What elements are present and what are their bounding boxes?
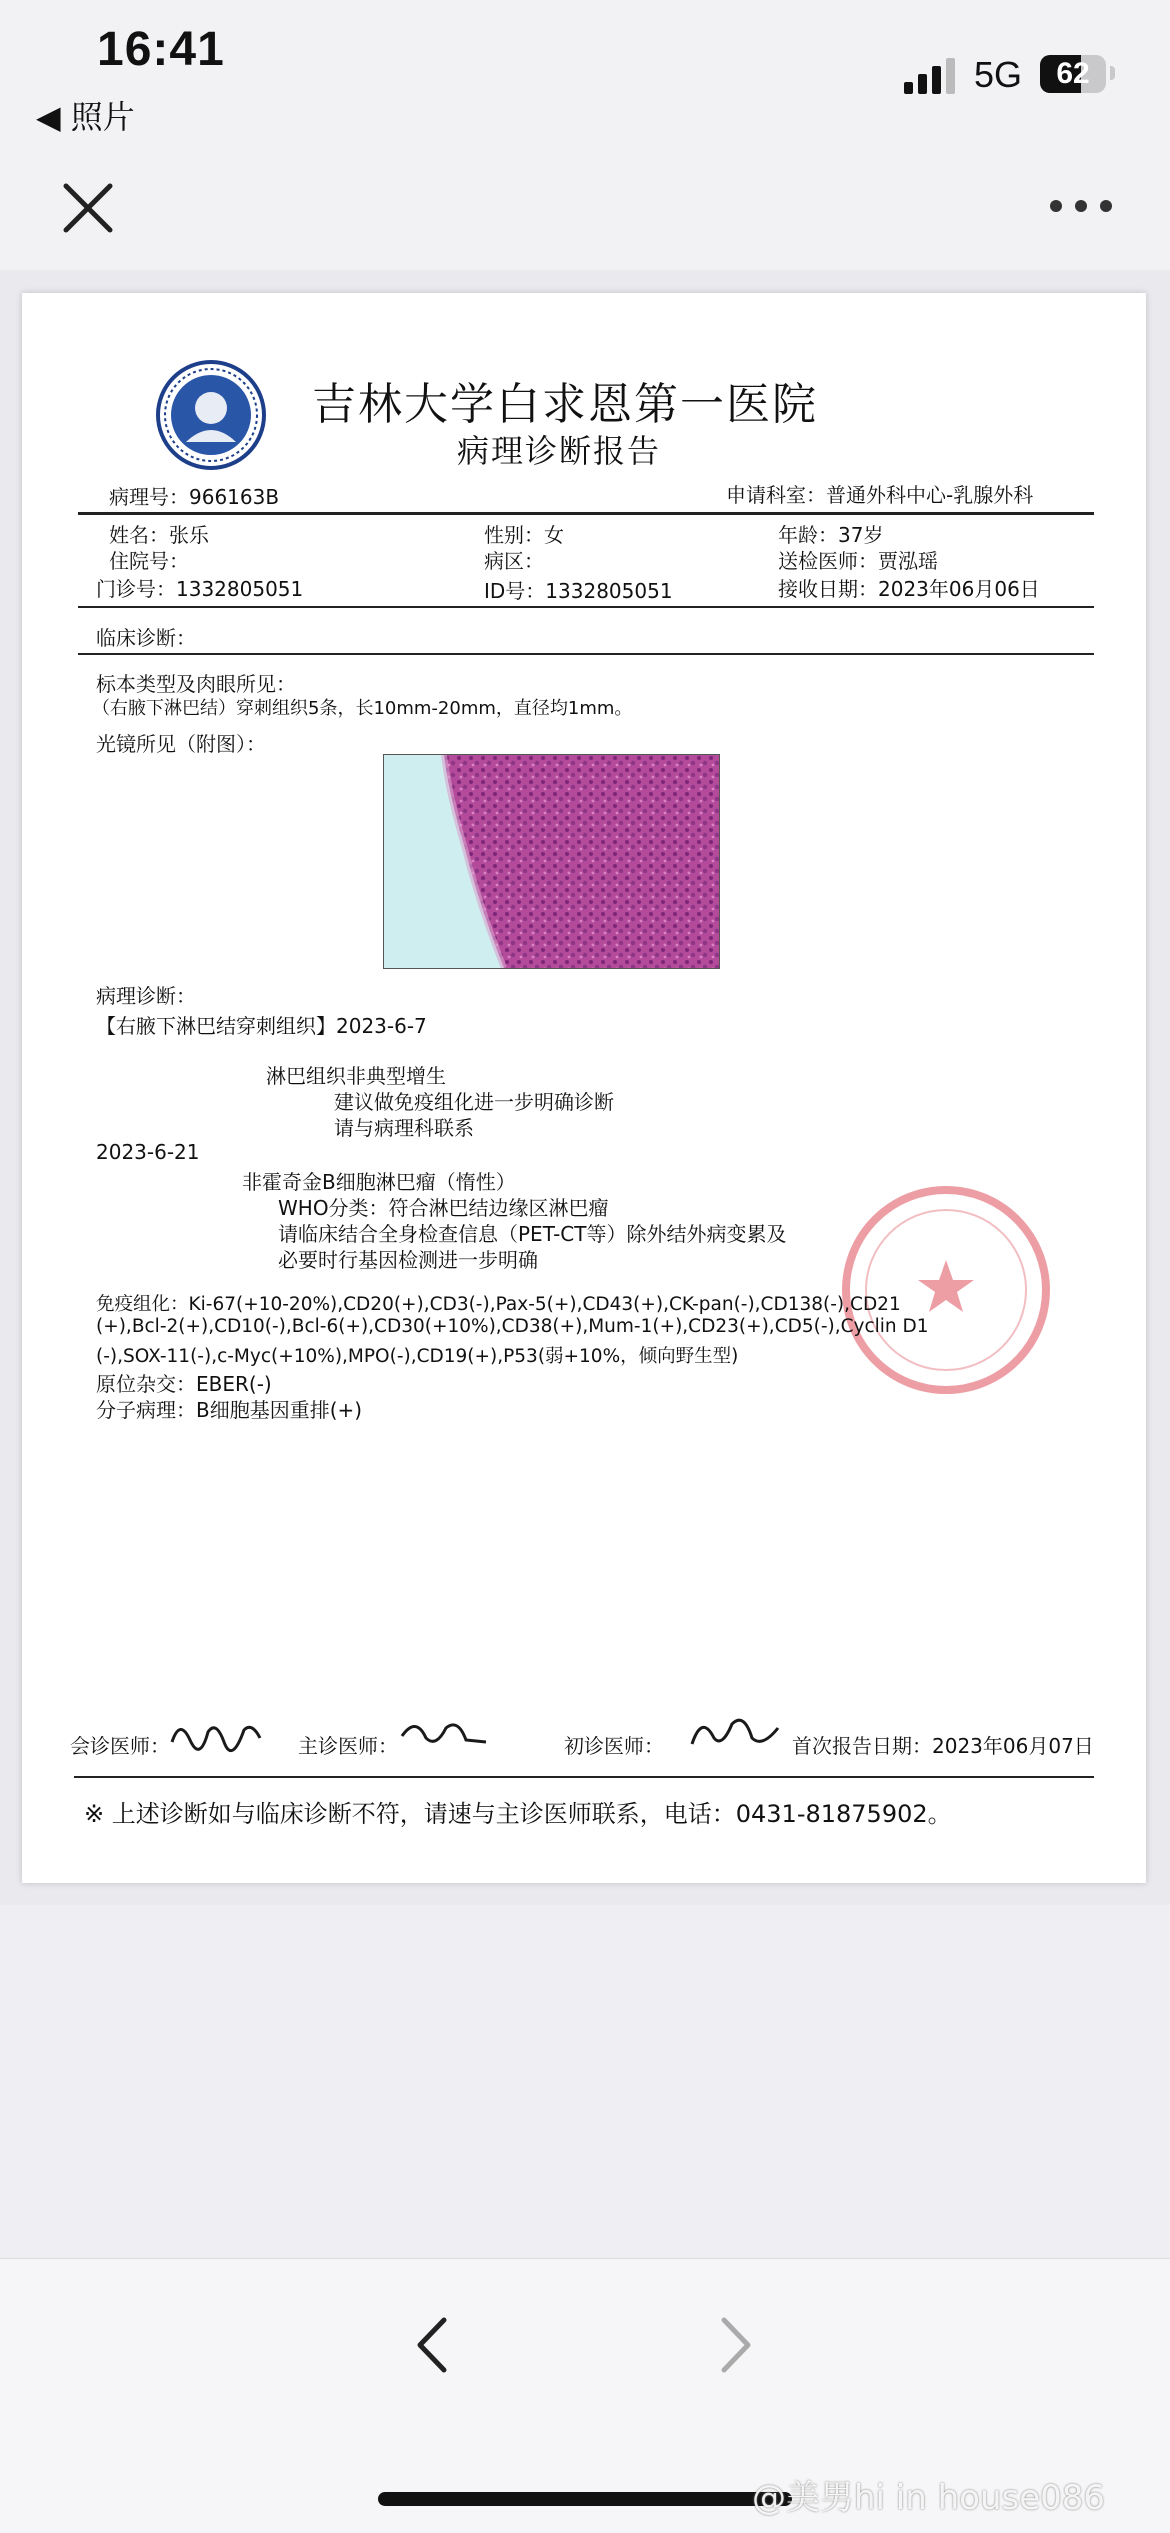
specimen-text: （右腋下淋巴结）穿刺组织5条，长10mm-20mm，直径均1mm。: [92, 698, 633, 719]
report-title: 病理诊断报告: [457, 432, 662, 470]
battery-icon: [1040, 55, 1106, 93]
ward: 病区：: [484, 549, 544, 573]
battery-percent: 62: [1056, 57, 1090, 90]
diagnosis-2-line-1: 非霍奇金B细胞淋巴瘤（惰性）: [242, 1170, 516, 1194]
diagnosis-site: 【右腋下淋巴结穿刺组织】2023-6-7: [96, 1014, 427, 1038]
initial-doctor-signature: [688, 1708, 784, 1754]
diagnosis-1-line-1: 淋巴组织非典型增生: [266, 1064, 446, 1088]
consult-doctor-label: 会诊医师：: [70, 1734, 170, 1758]
initial-doctor-label: 初诊医师：: [564, 1734, 664, 1758]
molecular-pathology: 分子病理：B细胞基因重排(+): [96, 1398, 363, 1422]
ihc-line-2: (+),Bcl-2(+),CD10(-),Bcl-6(+),CD30(+10%),CD38(+),Mum-1(+),CD23(+),CD5(-),Cyclin D1: [96, 1316, 929, 1337]
id-number: ID号：1332805051: [484, 579, 673, 603]
clinical-diagnosis: 临床诊断：: [96, 626, 196, 650]
microscopy-heading: 光镜所见（附图）：: [96, 732, 266, 756]
diagnosis-1-line-2: 建议做免疫组化进一步明确诊断: [334, 1090, 614, 1114]
cellular-signal-icon: [904, 58, 956, 94]
diagnosis-2-date: 2023-6-21: [96, 1140, 200, 1164]
pathology-number: 病理号：966163B: [109, 485, 280, 509]
network-type: 5G: [974, 54, 1023, 95]
chevron-left-icon[interactable]: [412, 2316, 452, 2374]
in-situ-hybridization: 原位杂交：EBER(-): [96, 1372, 272, 1396]
patient-sex: 性别：女: [484, 523, 564, 547]
inpatient-number: 住院号：: [109, 549, 189, 573]
nav-bar: [0, 150, 1170, 270]
outpatient-number: 门诊号：1332805051: [96, 577, 304, 601]
hospital-name: 吉林大学白求恩第一医院: [312, 379, 818, 430]
submitting-doctor: 送检医师：贾泓瑶: [778, 549, 938, 573]
chief-doctor-label: 主诊医师：: [298, 1734, 398, 1758]
more-icon[interactable]: [1048, 196, 1114, 216]
patient-age: 年龄：37岁: [778, 523, 884, 547]
department: 申请科室：普通外科中心-乳腺外科: [726, 483, 1034, 507]
chief-doctor-signature: [396, 1712, 492, 1754]
micrograph-image: [383, 754, 720, 969]
consult-doctor-signature: [168, 1712, 264, 1754]
diagnosis-2-line-4: 必要时行基因检测进一步明确: [278, 1248, 538, 1272]
header-divider: [78, 512, 1094, 515]
patient-divider: [78, 606, 1094, 608]
ihc-line-1: 免疫组化：Ki-67(+10-20%),CD20(+),CD3(-),Pax-5(+),CD43(+),CK-pan(-),CD138(-),CD21: [96, 1294, 901, 1315]
patient-name: 姓名：张乐: [109, 523, 209, 547]
received-date: 接收日期：2023年06月06日: [778, 577, 1040, 601]
first-report-date: 首次报告日期：2023年06月07日: [792, 1734, 1094, 1758]
clinical-divider: [78, 653, 1094, 655]
diagnosis-heading: 病理诊断：: [96, 984, 196, 1008]
ihc-line-3: (-),SOX-11(-),c-Myc(+10%),MPO(-),CD19(+),P53(弱+10%，倾向野生型): [96, 1346, 739, 1367]
specimen-heading: 标本类型及肉眼所见：: [96, 672, 296, 696]
battery-tip: [1110, 66, 1115, 80]
diagnosis-2-line-2: WHO分类：符合淋巴结边缘区淋巴瘤: [278, 1196, 609, 1220]
hospital-logo-icon: [156, 360, 266, 470]
footer-note: ※ 上述诊断如与临床诊断不符，请速与主诊医师联系，电话：0431-81875902。: [84, 1800, 952, 1828]
chevron-right-icon[interactable]: [716, 2316, 756, 2374]
watermark: @美男hi in house086: [752, 2478, 1106, 2518]
diagnosis-1-line-3: 请与病理科联系: [334, 1116, 474, 1140]
diagnosis-2-line-3: 请临床结合全身检查信息（PET-CT等）除外结外病变累及: [278, 1222, 787, 1246]
home-indicator[interactable]: [378, 2492, 792, 2506]
status-time: 16:41: [97, 23, 225, 76]
back-to-photos-link[interactable]: ◀ 照片: [36, 98, 135, 136]
close-icon[interactable]: [58, 178, 118, 238]
footer-divider: [74, 1776, 1094, 1778]
